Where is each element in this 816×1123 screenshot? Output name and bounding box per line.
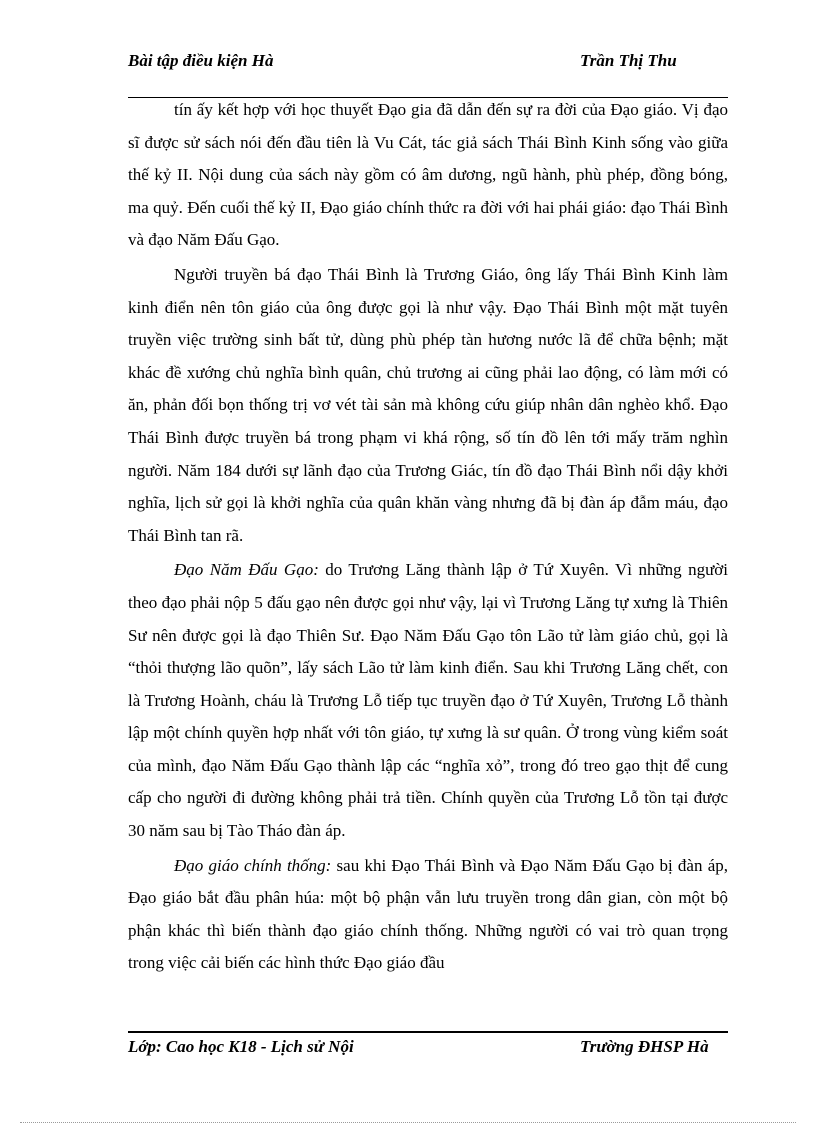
footer-rule [128, 1031, 728, 1033]
paragraph-1 [128, 94, 728, 257]
footer-right-text: Trường ĐHSP Hà [580, 1037, 709, 1056]
paragraph-4-lead: Đạo giáo chính thống: [174, 855, 332, 875]
page-footer [128, 1036, 728, 1086]
paragraph-3 [128, 554, 728, 847]
footer-left-text: Lớp: Cao học K18 - Lịch sử Nội [128, 1037, 354, 1056]
header-right-text: Trần Thị Thu [580, 51, 677, 70]
paragraph-1-text: tín ấy kết hợp với học thuyết Đạo gia đã dẫn đến sự ra đời của Đạo giáo. Vị đạo sĩ được sử sách nói đến đầu tiên là Vu Cát, tác giả sách Thái Bình Kinh sống vào giữa thế kỷ II. Nội dung của sách này gồm có âm dương, ngũ hành, phù phép, đồng bóng, ma quỷ. Đến cuối thế kỷ II, Đạo giáo chính thức ra đời với hai phái giáo: đạo Thái Bình và đạo Năm Đấu Gạo. [128, 100, 728, 250]
body-text [128, 94, 728, 980]
paragraph-3-lead: Đạo Năm Đấu Gạo: [174, 560, 319, 580]
paragraph-3-text: do Trương Lăng thành lập ở Tứ Xuyên. Vì những người theo đạo phải nộp 5 đấu gạo nên được gọi như vậy, lại vì Trương Lăng tự xưng là Thiên Sư nên được gọi là đạo Thiên Sư. Đạo Năm Đấu Gạo tôn Lão tử làm giáo chủ, gọi là “thỏi thượng lão quõn”, lấy sách Lão tử làm kinh điển. Sau khi Trương Lăng chết, con là Trương Hoành, cháu là Trương Lỗ tiếp tục truyền đạo ở Tứ Xuyên, Trương Lỗ thành lập một chính quyền hợp nhất với tôn giáo, tự xưng là sư quân. Ở trong vùng kiểm soát của mình, đạo Năm Đấu Gạo thành lập các “nghĩa xỏ”, trong đó treo gạo thịt để cung cấp cho người đi đường không phải trả tiền. Chính quyền của Trương Lỗ tồn tại được 30 năm sau bị Tào Tháo đàn áp. [128, 560, 729, 841]
header-left-text: Bài tập điều kiện Hà [128, 51, 274, 70]
paragraph-4-text: sau khi Đạo Thái Bình và Đạo Năm Đấu Gạo bị đàn áp, Đạo giáo bắt đầu phân húa: một bộ phận vẫn lưu truyền trong dân gian, còn một bộ phận khác thì biến thành đạo giáo chính thống. Những người có vai trò quan trọng trong việc cải biến các hình thức Đạo giáo đầu [128, 855, 728, 973]
paragraph-2-text: Người truyền bá đạo Thái Bình là Trương Giáo, ông lấy Thái Bình Kinh làm kinh điển nên tôn giáo của ông được gọi là như vậy. Đạo Thái Bình một mặt tuyên truyền việc trường sinh bất tử, dùng phù phép tàn hương nước lã để chữa bệnh; mặt khác đề xướng chủ nghĩa bình quân, chủ trương ai cũng phải lao động, có làm mới có ăn, phản đối bọn thống trị vơ vét tài sản mà không cứu giúp nhân dân nghèo khổ. Đạo Thái Bình được truyền bá trong phạm vi khá rộng, số tín đồ lên tới mấy trăm nghìn người. Năm 184 dưới sự lãnh đạo của Trương Giác, tín đồ đạo Thái Bình nổi dậy khởi nghĩa, lịch sử gọi là khởi nghĩa của quân khăn vàng nhưng đã bị đàn áp đẫm máu, đạo Thái Bình tan rã. [128, 264, 728, 545]
page-header [128, 50, 728, 97]
paragraph-4 [128, 850, 728, 980]
paragraph-2 [128, 259, 728, 552]
